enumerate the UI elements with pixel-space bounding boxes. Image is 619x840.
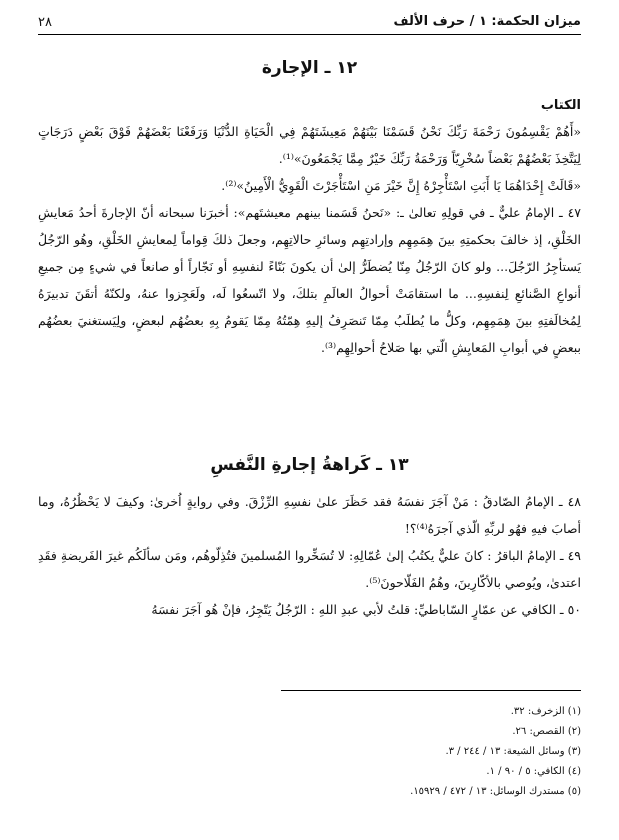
hadith-47: ٤٧ ـ الإمامُ عليٌّ ـ في قولِهِ تعالىٰ ـ: «نَحنُ قَسَمنا بينهم معيشتَهم»: أخبرَنا سبحانه أنّ الإجارةَ أحدُ مَعايشِ الخَلْقِ، إذ خالفَ بحكمتِهِ بينَ هِمَمِهِم وإرادتِهِم وسائرِ حالاتِهِم، وجعلَ ذلكَ قِواماً لِمعايشِ الخَلْقِ، وهُو الرّجُلُ يَستأجِرُ الرّجُلَ... ولو كانَ الرّجُلُ مِنّا يُضطَرُّ إلىٰ أن يكونَ بَنّاءً لنفسِهِ أو نَجّاراً أو صانعاً في شيءٍ مِن جميعِ أنواعِ الصَّنائعِ لِنفسِهِ... ما استقامَتْ أحوالُ العالَمِ بتلكَ، ولا اتّسعُوا لَه، ولَعَجِزوا عنهُ، ولكنّهُ أتقَنَ تدبيرَهُ لِمُخالَفتِهِ بينَ هِمَمِهِم، وكلُّ ما يُطلَبُ مِمّا تَنصَرِفُ إليهِ هِمّتُهُ مِمّا يَقومُ بِهِ بعضُهُم لبعضٍ، ولِيَستغنيَ بعضُهُم ببعضٍ في أبوابِ المَعايِشِ الّتي بها صَلاحُ أحوالِهِم⁽³⁾.	[38, 205, 581, 355]
header-title: ميزان الحكمة: ١ / حرف الألف	[393, 14, 581, 29]
section-1-body	[38, 118, 581, 361]
footnote-1: (١) الزخرف: ٣٢.	[510, 706, 581, 717]
hadith-48: ٤٨ ـ الإمامُ الصّادقُ : مَنْ آجَرَ نفسَهُ فقد حَظَرَ علىٰ نفسِهِ الرِّزْقَ. وفي روايةٍ اُخرىٰ: وكيفَ لا يَحْظُرُهُ، وما أصابَ فيهِ فهُو لربِّهِ الّذي آجرَهُ⁽⁴⁾؟!	[38, 494, 581, 536]
footnote-4: (٤) الكافي: ٥ / ٩٠ / ١.	[486, 766, 581, 777]
section-title-ijara: ١٢ ـ الإجارة	[261, 58, 358, 78]
verse-1: «أَهُمْ يَقْسِمُونَ رَحْمَةَ رَبِّكَ نَحْنُ قَسَمْنَا بَيْنَهُمْ مَعِيشَتَهُمْ فِي الْحَيَاةِ الدُّنْيَا وَرَفَعْنَا بَعْضَهُمْ فَوْقَ بَعْضٍ دَرَجَاتٍ لِيَتَّخِذَ بَعْضُهُمْ بَعْضاً سُخْرِيّاً وَرَحْمَةُ رَبِّكَ خَيْرٌ مِمَّا يَجْمَعُونَ»⁽¹⁾.	[38, 124, 581, 166]
section-2-body	[38, 488, 581, 623]
hadith-50: ٥٠ ـ الكافي عن عمّارٍ السّاباطيِّ: قلتُ لأبي عبدِ اللهِ : الرّجُلُ يَتّجِرُ، فإنْ هُو آجَرَ نفسَهُ	[151, 602, 581, 617]
header-rule	[38, 34, 581, 35]
verse-2: «قَالَتْ إِحْدَاهُمَا يَا أَبَتِ اسْتَأْجِرْهُ إِنَّ خَيْرَ مَنِ اسْتَأْجَرْتَ الْقَوِيُّ الْأَمِينُ»⁽²⁾.	[221, 178, 581, 193]
footnote-rule	[281, 690, 581, 691]
section-title-karaha: ١٣ ـ كَراهةُ إجارةِ النَّفسِ	[210, 455, 409, 475]
page-number: ٢٨	[38, 15, 52, 30]
footnotes	[281, 702, 581, 802]
book-heading: الكتاب	[540, 98, 581, 113]
footnote-5: (٥) مستدرك الوسائل: ١٣ / ٤٧٢ / ١٥٩٢٩.	[410, 786, 581, 797]
running-header	[38, 14, 581, 36]
footnote-2: (٢) القصص: ٢٦.	[512, 726, 581, 737]
footnote-3: (٣) وسائل الشيعة: ١٣ / ٢٤٤ / ٣.	[445, 746, 581, 757]
hadith-49: ٤٩ ـ الإمامُ الباقرُ : كانَ عليٌّ يكتُبُ إلىٰ عُمّالِهِ: لا تُسَخِّروا المُسلمينَ فتُذِلّوهُم، ومَن سألَكُم غيرَ الفَريضةِ فقَدِ اعتدىٰ، ويُوصي بالأكّارِينَ، وهُمُ الفَلّاحونَ⁽⁵⁾.	[38, 548, 581, 590]
